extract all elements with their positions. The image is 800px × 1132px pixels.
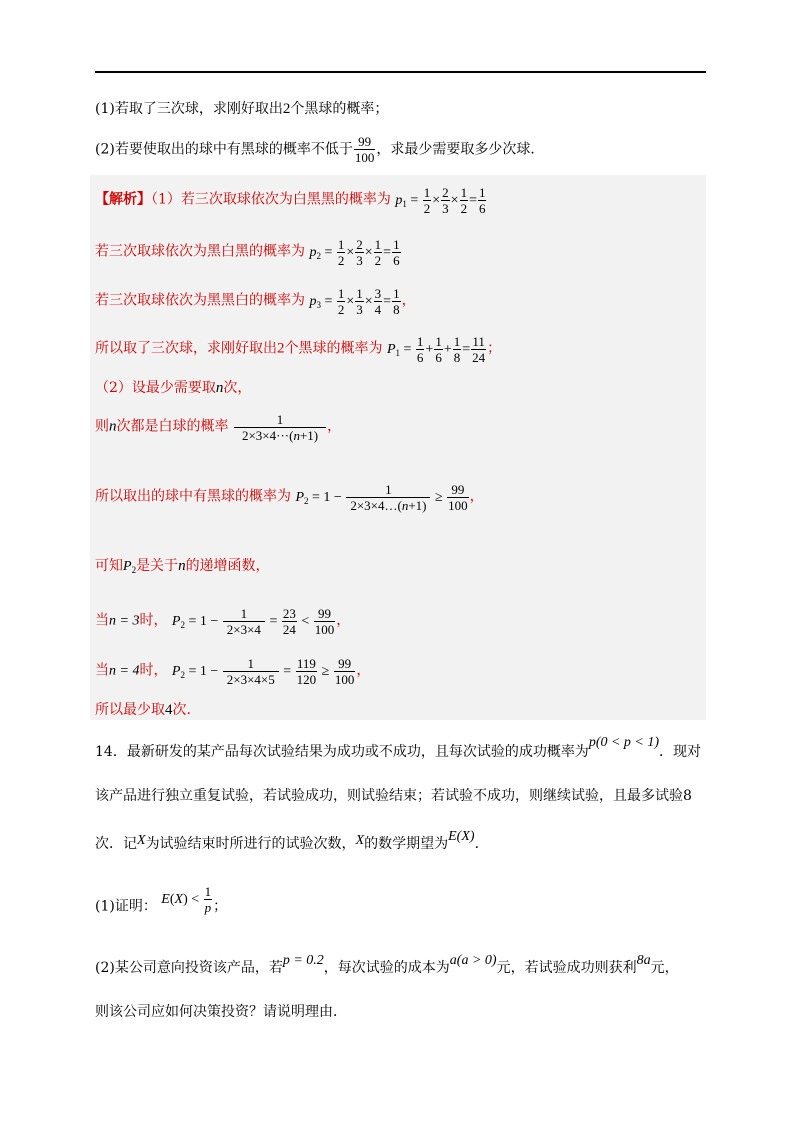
solution-line-7-text: 所以取出的球中有黑球的概率为 (95, 488, 291, 505)
q14-line-3-text: 次．记 (95, 836, 137, 852)
q13-part1-suffix: 个黑球的概率； (290, 101, 389, 117)
solution-line-8-text: 可知 (95, 558, 123, 574)
q14-var-X: X (137, 833, 146, 848)
solution-line-8-var: n (178, 558, 186, 574)
solution-line-11 (95, 700, 191, 720)
solution-line-3-text: 若三次取球依次为黑黑白的概率为 (95, 292, 305, 309)
q14-part1-suffix: ； (213, 898, 228, 915)
q14-line-1-text: 14．最新研发的某产品每次试验结果为成功或不成功，且每次试验的成功概率为 (95, 744, 589, 760)
solution-line-5 (95, 378, 251, 398)
q13-part1-text: (1)若取了三次球，求刚好取出 (95, 101, 283, 117)
equation-n4: $P_2 = 1$ − $\frac{1}{2\times 3\times 4\times 5}$ = $\frac{119}{120}$ ≥ $\frac{99}{100}$ (171, 656, 355, 687)
q14-part1-inequality: E(X) < $\frac{1}{p}$ (161, 884, 212, 915)
equation-p3: $p_3$ = $\frac{1}{2}$ × $\frac{1}{3}$ × $\frac{3}{4}$ = $\frac{1}{8}$ (309, 286, 400, 317)
equation-n3: $P_2 = 1$ − $\frac{1}{2\times 3\times 4}$ = $\frac{23}{24}$ < $\frac{99}{100}$ (171, 606, 335, 637)
q14-line-3 (95, 829, 489, 855)
q13-threshold-fraction (354, 134, 376, 165)
q14-part1 (95, 884, 228, 923)
solution-line-8 (95, 556, 270, 580)
q14-line-3-text-b: 为试验结束时所进行的试验次数， (145, 836, 356, 852)
solution-line-9-text-b: 时， (139, 612, 168, 629)
equation-P2: $P_2 = 1$ − $\frac{1}{2\times 3\times 4\dots(n+1)}$ ≥ $\frac{99}{100}$ (295, 482, 468, 513)
solution-line-6: 则n次都是白球的概率 $\frac{1}{2\times 3\times 4\cdot\cdot\cdot(n+1)}$ ， (95, 412, 342, 443)
symbol-P2: $P_2$ (123, 559, 137, 575)
q14-line-1-suffix: ．现对 (659, 744, 702, 760)
solution-line-4: 所以取了三次球，求刚好取出2个黑球的概率为 $P_1$ = $\frac{1}{6}$ + $\frac{1}{6}$ + $\frac{1}{8}$ = $\frac{11}{24}$ ； (95, 334, 502, 365)
equation-p1: $p_1$ = $\frac{1}{2}$ × $\frac{2}{3}$ × $\frac{1}{2}$ = $\frac{1}{6}$ (395, 185, 486, 216)
q14-part1-text: (1)证明： (95, 898, 157, 915)
solution-line-2-text: 若三次取球依次为黑白黑的概率为 (95, 243, 305, 260)
solution-tag: 【解析】 (95, 191, 151, 208)
frac-den: 100 (354, 150, 375, 165)
solution-line-10-text-b: 时， (139, 662, 168, 679)
solution-line-10-cond: n = 4 (109, 663, 140, 679)
solution-line-6-text: 则 (95, 418, 109, 435)
q14-line-2-text: 该产品进行独立重复试验，若试验成功，则试验结束；若试验不成功，则继续试验，且最多试验8 (95, 788, 692, 804)
q14-part2-text-c: 元，若试验成功则获利 (496, 960, 637, 976)
q14-part2 (95, 953, 679, 979)
q13-part2-text: (2)若要使取出的球中有黑球的概率不低于 (95, 141, 353, 158)
equation-P1: $P_1$ = $\frac{1}{6}$ + $\frac{1}{6}$ + $\frac{1}{8}$ = $\frac{11}{24}$ (386, 334, 486, 365)
solution-line-1 (95, 185, 487, 216)
solution-line-2 (95, 237, 402, 268)
solution-line-3: 若三次取球依次为黑黑白的概率为 $p_3$ = $\frac{1}{2}$ × $\frac{1}{3}$ × $\frac{3}{4}$ = $\frac{1}{8}$ ， (95, 286, 416, 317)
q14-part2-text: (2)某公司意向投资该产品，若 (95, 960, 283, 976)
q14-part2-p-value: p = 0.2 (282, 953, 324, 968)
equation-p2: $p_2$ = $\frac{1}{2}$ × $\frac{2}{3}$ × $\frac{1}{2}$ = $\frac{1}{6}$ (309, 237, 400, 268)
solution-line-5-text-b: 次， (223, 380, 252, 396)
q14-part2-suffix: 元， (650, 960, 679, 976)
equation-all-white: $\frac{1}{2\times 3\times 4\cdot\cdot\cdot(n+1)}$ (233, 420, 327, 435)
frac-num: 99 (358, 134, 372, 149)
q14-last-line-text: 则该公司应如何决策投资？请说明理由． (95, 1004, 347, 1020)
solution-line-7: 所以取出的球中有黑球的概率为 $P_2 = 1$ − $\frac{1}{2\times 3\times 4\dots(n+1)}$ ≥ $\frac{99}{100}$ ， (95, 482, 484, 513)
solution-line-11-text-b: 次. (172, 702, 191, 718)
q14-var-X-2: X (355, 833, 365, 848)
q14-last-line (95, 1002, 347, 1022)
solution-line-9-cond: n = 3 (109, 613, 140, 629)
solution-line-10-text: 当 (95, 662, 109, 679)
q14-line-3-text-c: 的数学期望为 (364, 836, 449, 852)
solution-line-9-text: 当 (95, 612, 109, 629)
solution-line-6-text-b: 次都是白球的概率 (116, 418, 229, 435)
solution-line-10: 当n = 4时， $P_2 = 1$ − $\frac{1}{2\times 3\times 4\times 5}$ = $\frac{119}{120}$ ≥ $\frac{99}{100}$ ， (95, 656, 371, 687)
q13-part2 (95, 134, 544, 165)
solution-line-5-var: n (215, 380, 224, 396)
q13-part1-number: 2 (282, 101, 291, 117)
solution-line-1-text: （1）若三次取球依次为白黑黑的概率为 (151, 191, 391, 208)
solution-line-11-text: 所以最少取 (95, 702, 165, 718)
q14-prob-condition: p(0 < p < 1) (588, 735, 660, 750)
solution-line-8-text-b: 是关于 (136, 558, 179, 574)
q14-expectation: E(X) (448, 829, 475, 844)
q14-part2-cost: a(a > 0) (449, 953, 497, 968)
q13-part1 (95, 99, 388, 119)
q13-part2-suffix: ，求最少需要取多少次球． (376, 141, 545, 158)
q14-part2-profit: 8a (636, 953, 651, 968)
solution-line-4-text-b: 个黑球的概率为 (284, 340, 383, 357)
q14-line-2 (95, 786, 692, 806)
solution-line-4-number: 2 (277, 340, 285, 357)
solution-line-4-text: 所以取了三次球，求刚好取出 (95, 340, 277, 357)
solution-line-9: 当n = 3时， $P_2 = 1$ − $\frac{1}{2\times 3\times 4}$ = $\frac{23}{24}$ < $\frac{99}{100}$ ， (95, 606, 351, 637)
solution-line-6-var: n (109, 418, 117, 435)
q14-line-1 (95, 735, 702, 763)
solution-line-11-number: 4 (165, 702, 173, 718)
header-rule (95, 71, 706, 73)
solution-line-8-text-c: 的递增函数， (185, 558, 270, 574)
q14-part2-text-b: ，每次试验的成本为 (323, 960, 450, 976)
q14-line-3-suffix: ． (474, 836, 489, 852)
solution-line-5-text: （2）设最少需要取 (95, 380, 216, 396)
